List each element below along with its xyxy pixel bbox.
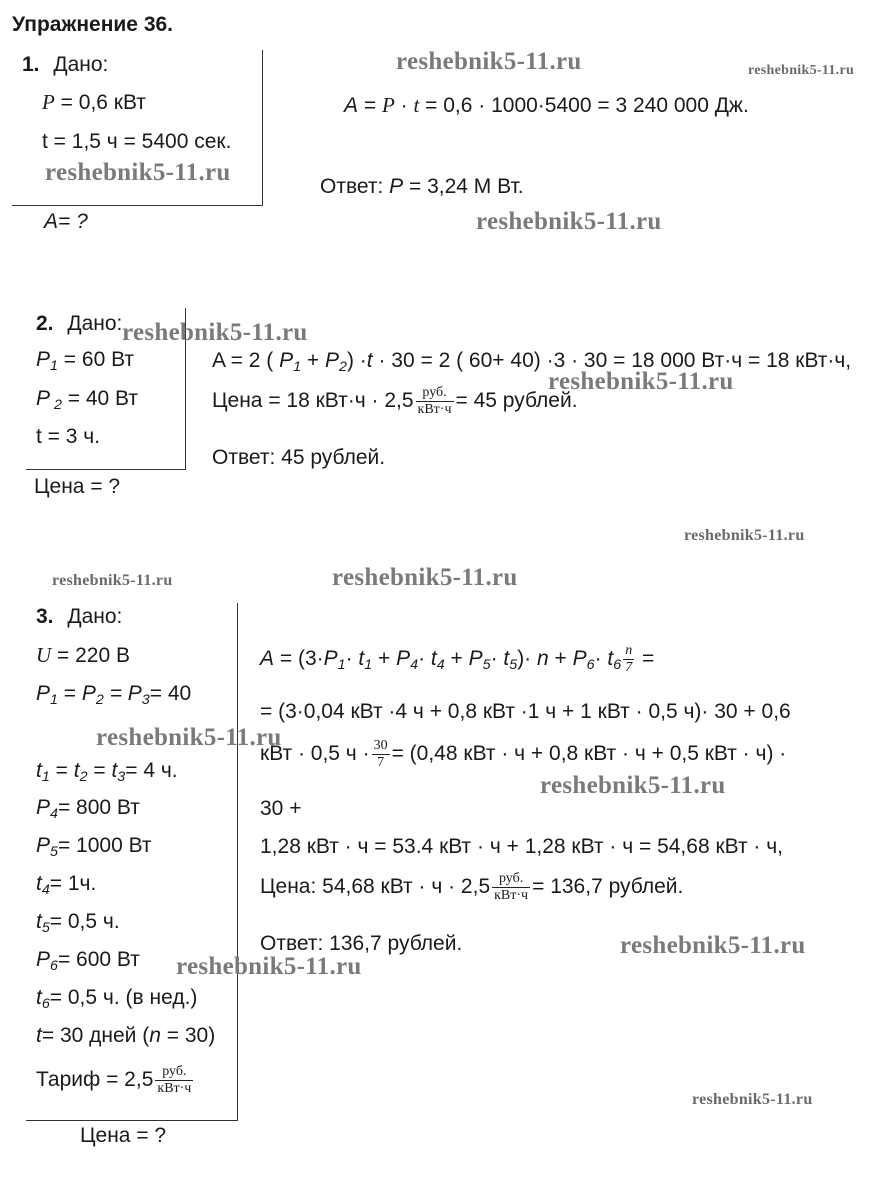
given-t4: $t_4= 1ч$.: [36, 872, 97, 898]
given-voltage: [36, 645, 130, 666]
given-divider-horizontal: [26, 469, 186, 470]
fraction-numerator: руб.: [422, 385, 447, 400]
eq-result: = 45 рублей.: [455, 389, 578, 413]
given-n-value: = 30): [160, 1024, 216, 1047]
fraction-denominator: кВт·ч: [417, 402, 452, 418]
subscript: 2: [339, 358, 347, 375]
n-over-7-fraction: [623, 643, 634, 676]
given-p2-value: = 40 Вт: [61, 387, 138, 410]
watermark: reshebnik5-11.ru: [748, 63, 855, 78]
eq-part: = (0,48 кВт · ч + 0,8 кВт · ч + 0,5 кВт · ч) ·: [391, 742, 787, 766]
watermark: reshebnik5-11.ru: [332, 564, 518, 591]
subscript: 2: [50, 396, 62, 413]
watermark: reshebnik5-11.ru: [540, 772, 726, 799]
problem-1-given: [22, 54, 108, 75]
given-t5: $t_5= 0,5$ ч.: [36, 910, 120, 936]
given-p6: $P_6= 600$ Вт: [36, 948, 140, 974]
answer-value: = 3,24 М Вт.: [403, 175, 524, 198]
watermark: reshebnik5-11.ru: [122, 319, 308, 346]
given-power-value: = 0,6 кВт: [54, 91, 146, 114]
given-total-time-value: = 30 дней (: [41, 1024, 150, 1047]
rate-fraction: [155, 1064, 193, 1097]
given-label: Дано:: [67, 605, 123, 628]
symbol-p: P: [325, 349, 340, 372]
eq-result: = 136,7 рублей.: [532, 875, 684, 899]
answer-label: Ответ:: [320, 175, 390, 198]
given-divider-vertical: [262, 50, 263, 206]
problem-1-number: 1.: [22, 53, 40, 76]
symbol-n: n: [149, 1024, 161, 1047]
fraction-denominator: кВт·ч: [157, 1081, 192, 1097]
given-p123: $P_1 = P_2 = P_3= 40$: [36, 682, 192, 708]
given-voltage-value: = 220 В: [51, 644, 130, 667]
price-equation: [212, 385, 578, 418]
problem-2-given: [36, 313, 122, 334]
energy-equation-line-4: 30 +: [260, 797, 302, 820]
energy-equation: [212, 349, 852, 375]
energy-equation-line-2: = (3·0,04 кВт ·4 ч + 0,8 кВт ·1 ч + 1 кВт · 0,5 ч)· 30 + 0,6: [260, 700, 791, 723]
tariff-label: Тариф = 2,5: [36, 1068, 154, 1092]
find-price: Цена = ?: [34, 475, 121, 498]
fraction-denominator: 7: [625, 660, 633, 676]
given-p6-value: = 600 Вт: [57, 948, 140, 971]
given-t6-value: = 0,5 ч. (в нед.): [49, 986, 198, 1009]
symbol-t: t: [413, 93, 420, 117]
given-total-time: t= 30 дней (n = 30): [36, 1024, 216, 1047]
fraction-numerator: n: [625, 643, 633, 658]
equals-sign: =: [358, 94, 382, 117]
symbol-u: U: [36, 643, 52, 667]
watermark: reshebnik5-11.ru: [396, 48, 582, 75]
problem-2-number: 2.: [36, 312, 54, 335]
given-p5: $P_5= 1000$ Вт: [36, 834, 152, 860]
given-p5-value: = 1000 Вт: [57, 834, 152, 857]
energy-equation-line-5: 1,28 кВт · ч = 53.4 кВт · ч + 1,28 кВт · ч = 54,68 кВт · ч,: [260, 835, 784, 858]
exercise-title: Упражнение 36.: [12, 13, 174, 36]
subscript: 1: [293, 358, 302, 375]
work-equation: [344, 95, 749, 116]
symbol-p: P: [389, 175, 404, 198]
price-equation: [260, 871, 683, 904]
fraction-denominator: 7: [372, 754, 390, 771]
symbol-a: A: [344, 94, 359, 117]
symbol-p: P: [42, 90, 55, 114]
eq-part: ) ·: [346, 349, 367, 372]
rate-fraction: [416, 385, 454, 418]
fraction-numerator: руб.: [162, 1064, 187, 1079]
watermark: reshebnik5-11.ru: [620, 932, 806, 959]
eq-part: A = 2 (: [212, 349, 280, 372]
given-p4: $P_4= 800$ Вт: [36, 796, 140, 822]
given-label: Дано:: [53, 53, 109, 76]
symbol-p: P: [381, 93, 395, 117]
symbol-p: P: [36, 387, 51, 410]
given-t6: $t_6= 0,5$ ч. (в нед.): [36, 986, 198, 1012]
given-p4-value: = 800 Вт: [57, 796, 140, 819]
symbol-p: P: [279, 349, 294, 372]
given-divider-horizontal: [12, 205, 263, 206]
answer-1: [320, 176, 524, 197]
find-work: A= ?: [44, 210, 88, 233]
given-t123: $t_1 = t_2 = t_3= 4$ ч.: [36, 759, 178, 785]
given-power: [42, 92, 146, 113]
given-t5-value: = 0,5 ч.: [49, 910, 120, 933]
watermark: reshebnik5-11.ru: [548, 368, 734, 395]
given-p2: [36, 387, 138, 413]
energy-equation-line-1: $A = (3\cdot P_1\cdot t_1 + P_4\cdot t_4 + P_5\cdot t_5)\cdot n + P_6\cdot t_6$ $\frac{n}{7}$ =: [260, 643, 655, 676]
eq-result: · 30 = 2 ( 60+ 40) ·3 · 30 = 18 000 Вт·ч = 18 кВт·ч,: [372, 349, 852, 372]
watermark: reshebnik5-11.ru: [684, 527, 805, 544]
eq-part: кВт · 0,5 ч ·: [260, 742, 370, 766]
eq-part: Цена: 54,68 кВт · ч · 2,5: [260, 875, 491, 899]
given-label: Дано:: [67, 312, 123, 335]
problem-3-number: 3.: [36, 605, 54, 628]
energy-equation-line-3: [260, 738, 786, 771]
given-tariff: [36, 1064, 195, 1097]
watermark: reshebnik5-11.ru: [45, 159, 231, 186]
multiply-sign: ·: [394, 94, 414, 117]
eq-part: Цена = 18 кВт·ч · 2,5: [212, 389, 414, 413]
given-p1: [36, 348, 135, 374]
given-divider-horizontal: [26, 1120, 238, 1121]
fraction-numerator: руб.: [498, 871, 524, 886]
given-time: t = 3 ч.: [36, 425, 101, 448]
given-p123-value: = 40: [149, 682, 192, 705]
answer-2: Ответ: 45 рублей.: [212, 446, 386, 469]
subscript: 1: [50, 357, 58, 374]
given-divider-vertical: [237, 603, 238, 1121]
given-t123-value: = 4 ч.: [125, 759, 178, 782]
symbol-t: t: [366, 349, 373, 372]
rate-fraction: [492, 871, 530, 904]
watermark: reshebnik5-11.ru: [692, 1091, 813, 1108]
equation-result: = 0,6 · 1000·5400 = 3 240 000 Дж.: [419, 94, 749, 117]
find-price: Цена = ?: [80, 1124, 167, 1147]
fraction-denominator: кВт·ч: [494, 888, 529, 904]
answer-3: Ответ: 136,7 рублей.: [260, 932, 463, 955]
fraction-numerator: 30: [373, 738, 388, 753]
symbol-p: P: [36, 348, 51, 371]
watermark: reshebnik5-11.ru: [96, 724, 282, 751]
watermark: reshebnik5-11.ru: [52, 572, 173, 589]
problem-3-given: [36, 606, 122, 627]
plus-sign: +: [301, 349, 326, 372]
given-p1-value: = 60 Вт: [57, 348, 135, 371]
30-over-7-fraction: [372, 738, 390, 771]
given-t4-value: = 1ч.: [49, 872, 97, 895]
watermark: reshebnik5-11.ru: [476, 208, 662, 235]
watermark: reshebnik5-11.ru: [176, 953, 362, 980]
given-time: t = 1,5 ч = 5400 сек.: [42, 130, 232, 153]
